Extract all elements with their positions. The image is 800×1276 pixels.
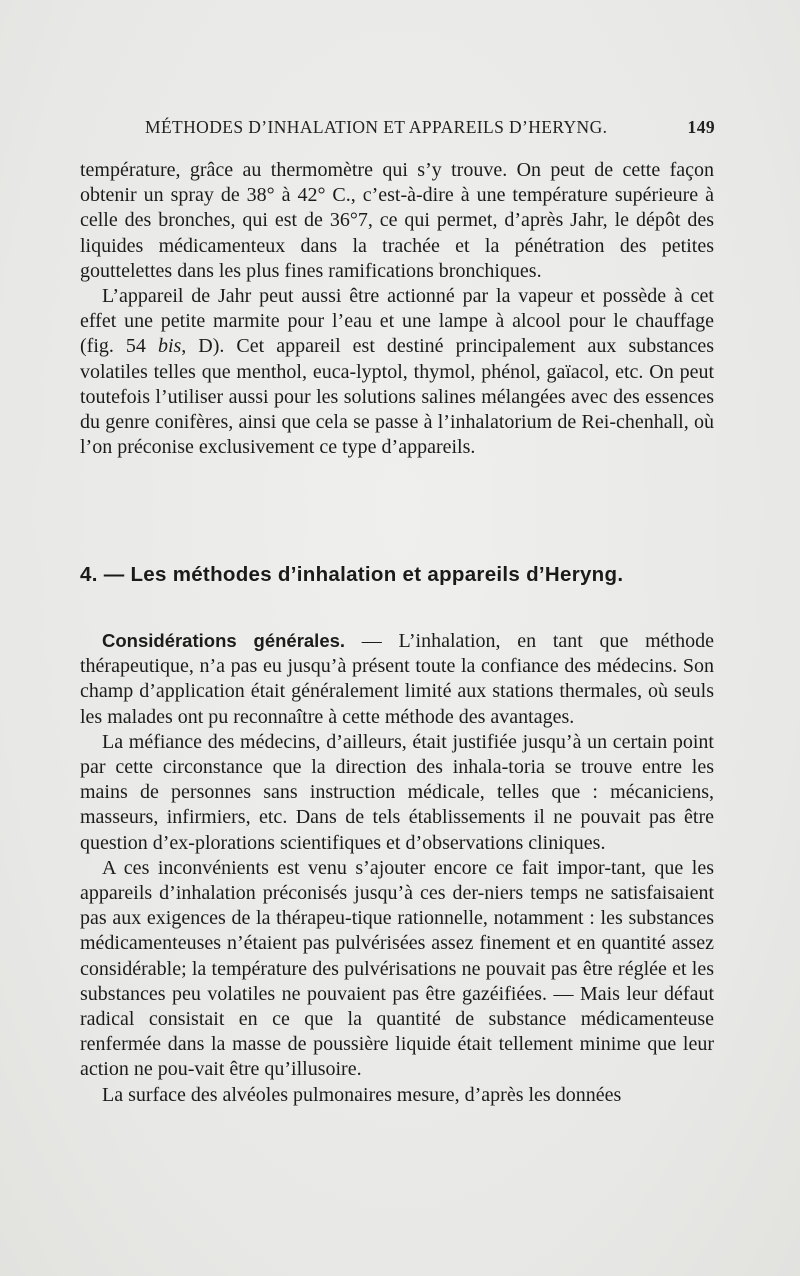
page-number: 149 (687, 117, 715, 137)
paragraph-inconvenients: A ces inconvénients est venu s’ajouter encore ce fait impor-tant, que les appareils d’inhalation préconisés jusqu’à ces der-niers temps ne satisfaisaient pas aux exigences de la thérapeu-tique rationnelle, notamment : les substances médicamenteuses n’étaient pas pulvérisées assez finement et en quantité assez considérable; la température des pulvérisations ne pouvait pas être réglée et les substances peu volatiles ne pouvaient pas être gazéifiées. — Mais leur défaut radical consistait en ce que la quantité de substance médicamenteuse renfermée dans la masse de poussière liquide était tellement minime que leur action ne pou-vait être qu’illusoire. (80, 856, 714, 1081)
italic-bis: bis (157, 335, 182, 358)
paragraph-surface-alveoles: La surface des alvéoles pulmonaires mesure, d’après les données (102, 1083, 622, 1106)
paragraph-considerations (80, 628, 714, 730)
body-text-top (80, 158, 714, 460)
run-in-heading: Considérations générales. (102, 630, 346, 651)
body-text-bottom (80, 628, 714, 1108)
paragraph-mefiance: La méfiance des médecins, d’ailleurs, était justifiée jusqu’à un certain point par cette circonstance que la direction des inhala-toria se trouve entre les mains de personnes sans instruction médicale, telles que : mécaniciens, masseurs, infirmiers, etc. Dans de tels établissements il ne pouvait pas être question d’ex-plorations scientifiques et d’observations cliniques. (80, 730, 714, 854)
running-title: MÉTHODES D’INHALATION ET APPAREILS D’HERYNG. (145, 117, 608, 137)
section-heading: 4. — Les méthodes d’inhalation et appareils d’Heryng. (80, 563, 624, 586)
paragraph-continued: température, grâce au thermomètre qui s’y trouve. On peut de cette façon obtenir un spray de 38° à 42° C., c’est-à-dire à une température supérieure à celle des bronches, qui est de 36°7, ce qui permet, d’après Jahr, le dépôt des liquides médicamenteux dans la trachée et la pénétration des petites gouttelettes dans les plus fines ramifications bronchiques. (80, 159, 714, 282)
paragraph-jahr-apparatus (80, 284, 714, 460)
paragraph-text: L’appareil de Jahr peut aussi être actionné par la vapeur et possède à cet effet une petite marmite pour l’eau et une lampe à alcool pour le chauffage (fig. 54 (80, 285, 714, 358)
paragraph-text: , D). Cet appareil est destiné principalement aux substances volatiles telles que menthol, euca-lyptol, thymol, phénol, gaïacol, etc. On peut toutefois l’utiliser aussi pour les solutions salines mélangées avec des essences du genre conifères, ainsi que cela se passe à l’inhalatorium de Rei-chenhall, où l’on préconise exclusivement ce type d’appareils. (80, 335, 714, 459)
paragraph-text: — L’inhalation, en tant que méthode thérapeutique, n’a pas eu jusqu’à présent toute la confiance des médecins. Son champ d’application était généralement limité aux stations thermales, où seuls les malades ont pu reconnaître à cette méthode des avantages. (80, 630, 714, 728)
running-header (145, 117, 715, 147)
